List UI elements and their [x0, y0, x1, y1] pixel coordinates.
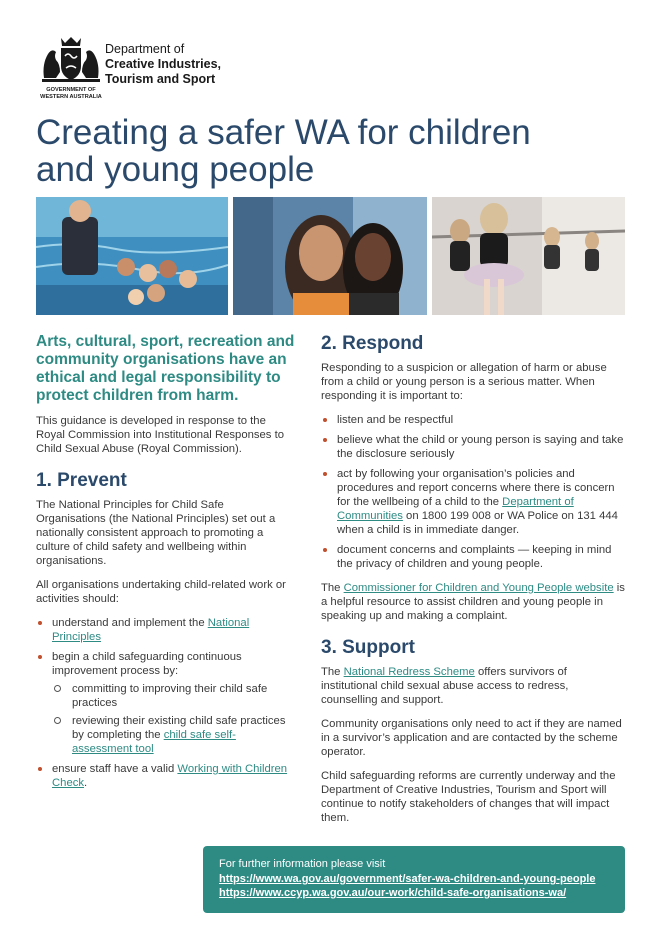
- department-line-3: Tourism and Sport: [105, 72, 216, 86]
- further-information-box: [203, 846, 625, 913]
- crest-text-line2: WESTERN AUSTRALIA: [40, 94, 102, 100]
- lead-statement: Arts, cultural, sport, recreation and community organisations have an ethical and legal responsibility to protect children from harm.: [36, 333, 295, 404]
- photo-coach-with-children-at-pool: [36, 197, 228, 315]
- crest-text-line1: GOVERNMENT OF: [46, 87, 96, 93]
- list-item: [36, 762, 296, 790]
- respond-list: [321, 413, 626, 571]
- list-item-text: understand and implement the: [52, 617, 208, 629]
- page-title: Creating a safer WA for children and young people: [36, 113, 531, 189]
- sublist-item: committing to improving their child safe practices: [52, 682, 296, 710]
- list-item: [36, 650, 296, 756]
- section-heading-respond: 2. Respond: [321, 333, 424, 354]
- section-heading-prevent: 1. Prevent: [36, 470, 127, 491]
- department-line-1: Department of: [105, 42, 185, 56]
- list-item: listen and be respectful: [321, 413, 626, 427]
- list-item-end: .: [84, 777, 88, 789]
- sublist-item: [52, 714, 296, 756]
- paragraph-end: offers survivors of institutional child sexual abuse access to redress, counselling and support.: [321, 666, 569, 706]
- support-paragraph-1: [321, 665, 626, 707]
- section-heading-support: 3. Support: [321, 637, 415, 658]
- paragraph-end: is a helpful resource to assist children and young people in speaking up and making a complaint.: [321, 582, 625, 622]
- prevent-paragraph-1: The National Principles for Child Safe Organisations (the National Principles) set out a nationally consistent approach to promoting a culture of child safety and wellbeing within organisations.: [36, 499, 276, 567]
- further-information-intro: For further information please visit: [219, 858, 386, 870]
- support-paragraph-3: Child safeguarding reforms are currently underway and the Department of Creative Industries, Tourism and Sport will continue to notify stakeholders of changes that will impact them.: [321, 770, 616, 824]
- prevent-sublist: [52, 682, 296, 756]
- right-column: [321, 333, 626, 835]
- list-item-text: ensure staff have a valid: [52, 763, 178, 775]
- support-paragraph-2: Community organisations only need to act if they are named in a survivor’s application and are contacted by the scheme operator.: [321, 718, 622, 758]
- prevent-list: [36, 616, 296, 790]
- list-item-text: act by following your organisation’s policies and procedures and report concerns where there is concern for the wellbeing of a child to the: [337, 468, 615, 508]
- wa-government-crest-logo: [34, 34, 108, 102]
- department-line-2: Creative Industries,: [105, 57, 222, 71]
- crest-icon: [34, 34, 108, 102]
- list-item: [36, 616, 296, 644]
- national-principles-link[interactable]: National Principles: [52, 617, 250, 643]
- respond-paragraph-2: [321, 581, 626, 623]
- working-with-children-check-link[interactable]: Working with Children Check: [52, 763, 288, 789]
- list-item-end: on 1800 199 008 or WA Police on 131 444 when a child is in immediate danger.: [337, 510, 618, 536]
- department-of-communities-link[interactable]: Department of Communities: [337, 496, 574, 522]
- paragraph-start: The: [321, 666, 344, 678]
- department-name: [105, 42, 221, 87]
- list-item: [321, 467, 626, 537]
- intro-paragraph: This guidance is developed in response to the Royal Commission into Institutional Responses to Child Sexual Abuse (Royal Commission).: [36, 415, 285, 455]
- sublist-item-text: reviewing their existing child safe practices by completing the: [72, 715, 286, 741]
- self-assessment-tool-link[interactable]: child safe self-assessment tool: [72, 729, 236, 755]
- wa-gov-link[interactable]: https://www.wa.gov.au/government/safer-wa-children-and-young-people: [219, 873, 596, 885]
- paragraph-start: The: [321, 582, 344, 594]
- photo-ballet-class-children: [432, 197, 625, 315]
- list-item: believe what the child or young person is saying and take the disclosure seriously: [321, 433, 626, 461]
- list-item: document concerns and complaints — keeping in mind the privacy of children and young people.: [321, 543, 626, 571]
- prevent-paragraph-2: All organisations undertaking child-related work or activities should:: [36, 579, 286, 605]
- ccyp-link[interactable]: https://www.ccyp.wa.gov.au/our-work/child-safe-organisations-wa/: [219, 887, 567, 899]
- national-redress-scheme-link[interactable]: National Redress Scheme: [343, 666, 475, 678]
- respond-paragraph-1: Responding to a suspicion or allegation of harm or abuse from a child or young person is a serious matter. When responding it is important to:: [321, 362, 607, 402]
- list-item-text: begin a child safeguarding continuous improvement process by:: [52, 651, 242, 677]
- photo-two-smiling-women: [233, 197, 427, 315]
- commissioner-website-link[interactable]: Commissioner for Children and Young People website: [343, 582, 614, 594]
- left-column: [36, 333, 296, 800]
